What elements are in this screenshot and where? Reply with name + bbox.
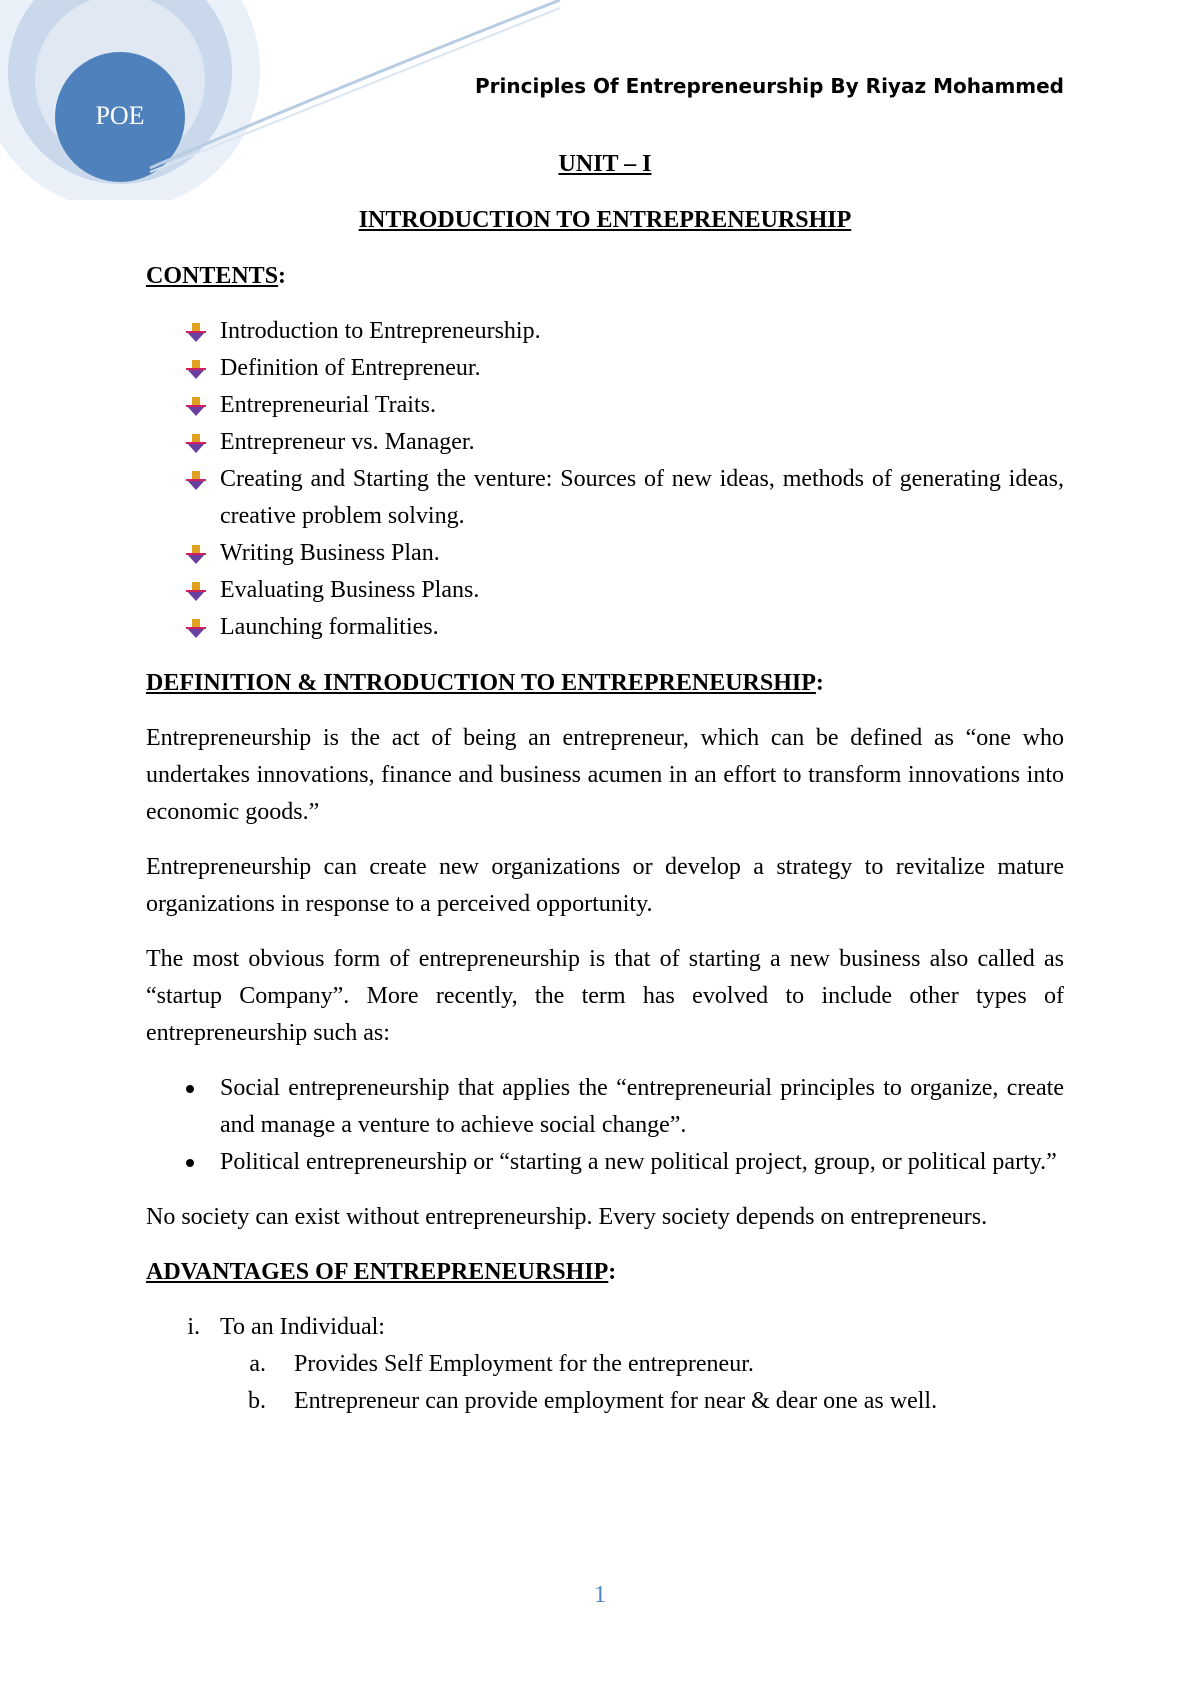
definition-heading-text: DEFINITION & INTRODUCTION TO ENTREPRENEURSHIP <box>146 670 816 696</box>
subitem-text: Entrepreneur can provide employment for near & dear one as well. <box>294 1388 938 1414</box>
list-item <box>146 535 1064 572</box>
definition-paragraph: Entrepreneurship can create new organizations or develop a strategy to revitalize mature organizations in response to a perceived opportunity. <box>146 854 1064 917</box>
contents-item-text: Introduction to Entrepreneurship. <box>220 318 541 344</box>
subitem-text: Provides Self Employment for the entrepreneur. <box>294 1351 754 1377</box>
advantage-subitems <box>146 1346 1064 1420</box>
advantages-heading-colon: : <box>608 1259 617 1285</box>
definition-paragraph: Entrepreneurship is the act of being an entrepreneur, which can be defined as “one who undertakes innovations, finance and business acumen in an effort to transform innovations into economic goods.” <box>146 725 1064 825</box>
contents-heading <box>146 258 1064 295</box>
list-item <box>146 609 1064 646</box>
main-heading: INTRODUCTION TO ENTREPRENEURSHIP <box>358 207 852 233</box>
list-item <box>146 350 1064 387</box>
list-item <box>146 1309 1064 1420</box>
arrow-bullet-icon <box>184 545 208 565</box>
arrow-bullet-icon <box>184 323 208 343</box>
contents-list <box>146 313 1064 646</box>
advantages-list <box>146 1309 1064 1420</box>
list-item <box>146 424 1064 461</box>
advantages-heading-text: ADVANTAGES OF ENTREPRENEURSHIP <box>146 1259 609 1285</box>
arrow-bullet-icon <box>184 582 208 602</box>
contents-item-text: Entrepreneur vs. Manager. <box>220 429 475 455</box>
arrow-bullet-icon <box>184 434 208 454</box>
list-item <box>146 1383 1064 1420</box>
contents-item-text: Writing Business Plan. <box>220 540 440 566</box>
list-item <box>146 1144 1064 1181</box>
bullet-dot-icon <box>186 1159 194 1167</box>
bullet-item-text: Social entrepreneurship that applies the “entrepreneurial principles to organize, create and manage a venture to achieve social change”. <box>220 1075 1064 1138</box>
contents-heading-colon: : <box>278 263 287 289</box>
entrepreneurship-types-list <box>146 1070 1064 1181</box>
running-header-title: Principles Of Entrepreneurship By Riyaz Mohammed <box>475 74 1064 98</box>
list-item <box>146 1346 1064 1383</box>
list-item <box>146 1070 1064 1144</box>
unit-heading: UNIT – I <box>558 151 652 177</box>
contents-item-text: Launching formalities. <box>220 614 439 640</box>
list-marker: i. <box>187 1314 200 1340</box>
contents-item-text: Evaluating Business Plans. <box>220 577 480 603</box>
contents-item-text: Creating and Starting the venture: Sources of new ideas, methods of generating ideas, creative problem solving. <box>220 466 1064 529</box>
definition-heading <box>146 665 1064 702</box>
document-body <box>146 146 1064 1420</box>
page-number: 1 <box>594 1582 606 1608</box>
definition-heading-colon: : <box>815 670 824 696</box>
arrow-bullet-icon <box>184 360 208 380</box>
list-marker: b. <box>248 1388 266 1414</box>
arrow-bullet-icon <box>184 471 208 491</box>
bullet-item-text: Political entrepreneurship or “starting a new political project, group, or political party.” <box>220 1149 1057 1175</box>
list-marker: a. <box>249 1351 266 1377</box>
closing-paragraph: No society can exist without entrepreneurship. Every society depends on entrepreneurs. <box>146 1204 988 1230</box>
arrow-bullet-icon <box>184 397 208 417</box>
definition-paragraph: The most obvious form of entrepreneurship is that of starting a new business also called as “startup Company”. More recently, the term has evolved to include other types of entrepreneurship such as: <box>146 946 1064 1046</box>
advantages-heading <box>146 1254 1064 1291</box>
bullet-dot-icon <box>186 1085 194 1093</box>
contents-item-text: Entrepreneurial Traits. <box>220 392 436 418</box>
list-item <box>146 461 1064 535</box>
list-item <box>146 313 1064 350</box>
contents-item-text: Definition of Entrepreneur. <box>220 355 481 381</box>
list-item <box>146 387 1064 424</box>
badge-label: POE <box>95 101 145 130</box>
contents-heading-text: CONTENTS <box>146 263 279 289</box>
list-item <box>146 572 1064 609</box>
arrow-bullet-icon <box>184 619 208 639</box>
advantage-item-label: To an Individual: <box>220 1314 385 1340</box>
